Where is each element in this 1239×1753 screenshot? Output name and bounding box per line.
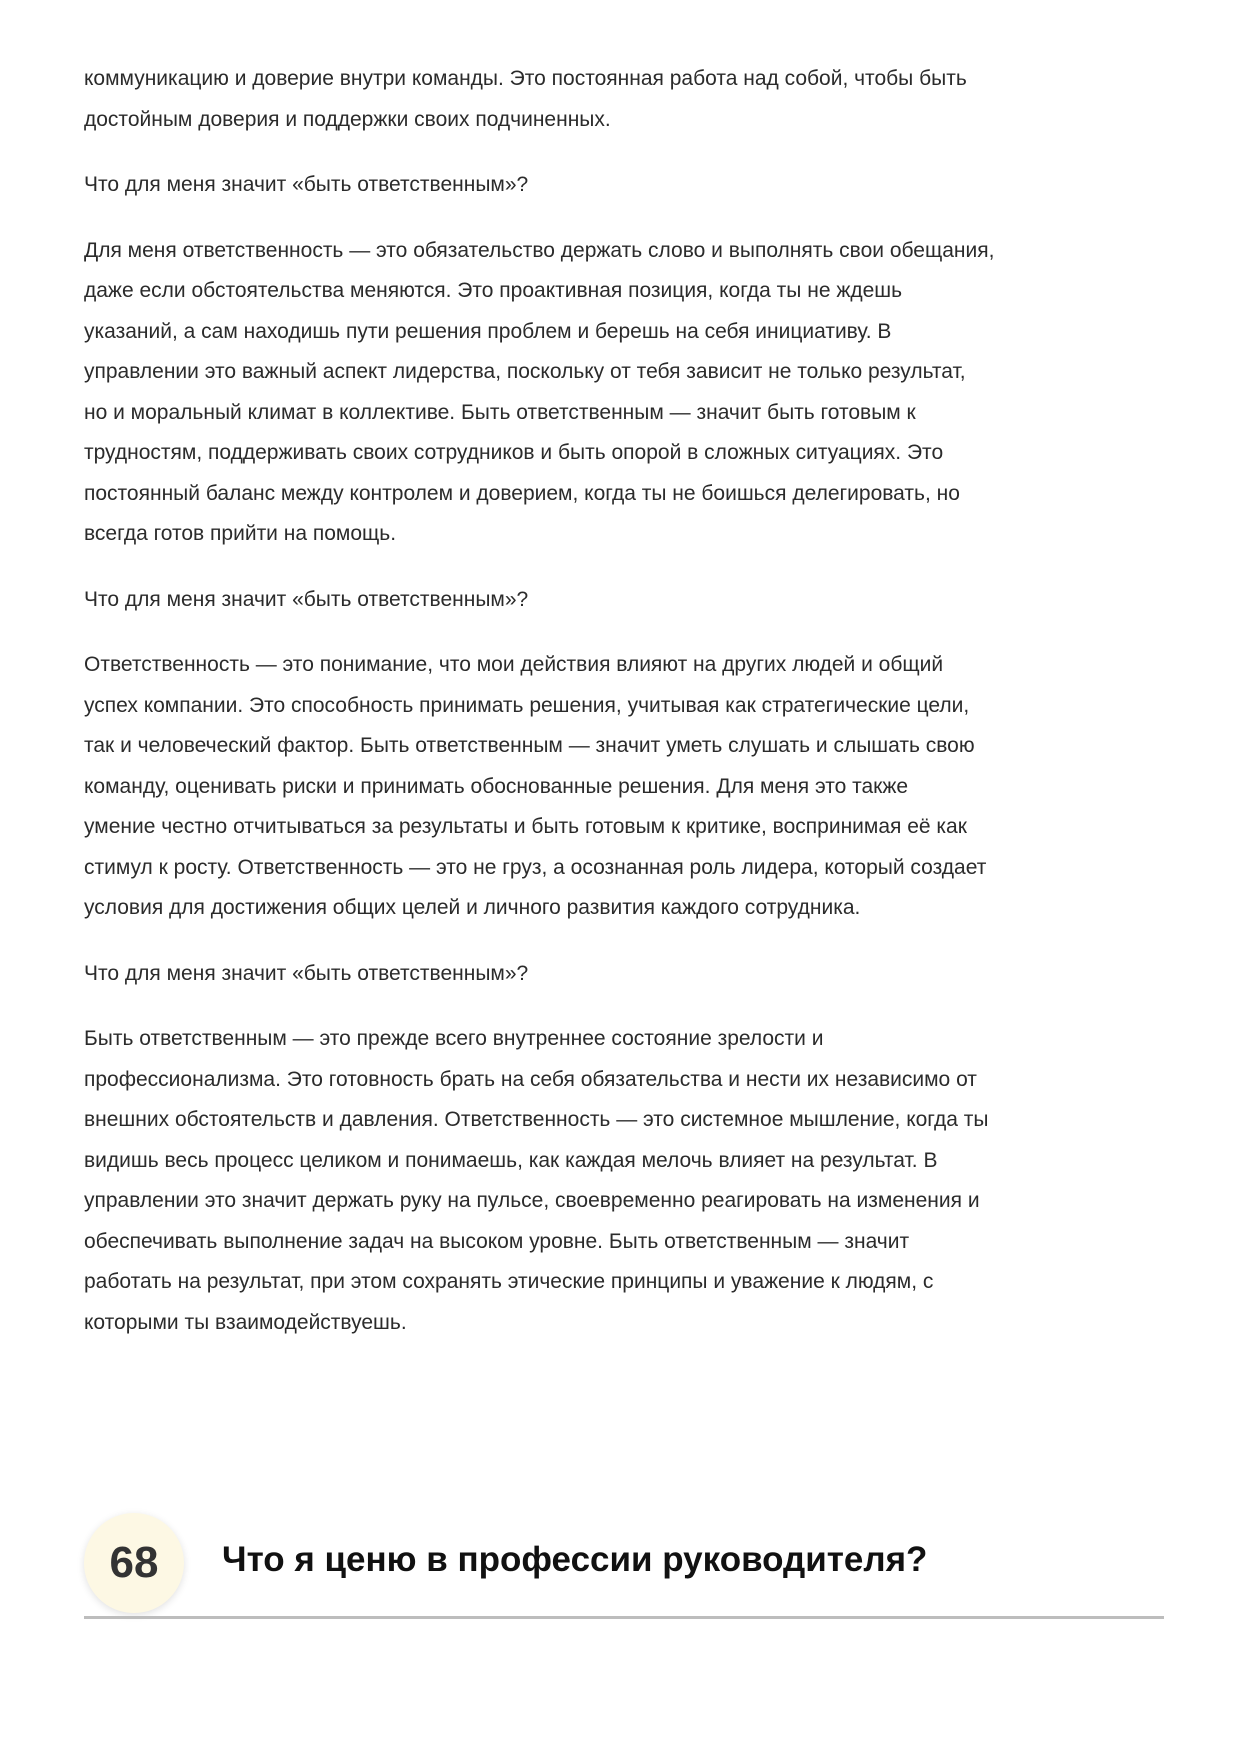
text-line: но и моральный климат в коллективе. Быть ответственным — значит быть готовым к	[84, 400, 916, 424]
section-number-badge: 68	[84, 1513, 184, 1613]
text-line: постоянный баланс между контролем и доверием, когда ты не боишься делегировать, но	[84, 481, 960, 505]
section-divider	[84, 1616, 1164, 1619]
question-paragraph	[84, 954, 1174, 995]
text-line: Что для меня значит «быть ответственным»?	[84, 961, 529, 985]
text-paragraph	[84, 231, 1174, 555]
text-line: умение честно отчитываться за результаты и быть готовым к критике, воспринимая её как	[84, 815, 967, 838]
text-paragraph	[84, 59, 1174, 140]
text-line: указаний, а сам находишь пути решения проблем и берешь на себя инициативу. В	[84, 319, 892, 343]
text-paragraph	[84, 1019, 1174, 1343]
text-line: Быть ответственным — это прежде всего внутреннее состояние зрелости и	[84, 1027, 824, 1050]
text-line: достойным доверия и поддержки своих подчиненных.	[84, 107, 611, 131]
text-line: профессионализма. Это готовность брать на себя обязательства и нести их независимо от	[84, 1067, 977, 1091]
section-title: Что я ценю в профессии руководителя?	[222, 1540, 928, 1579]
text-line: даже если обстоятельства меняются. Это проактивная позиция, когда ты не ждешь	[84, 279, 903, 302]
text-line: условия для достижения общих целей и личного развития каждого сотрудника.	[84, 896, 861, 919]
text-line: команду, оценивать риски и принимать обоснованные решения. Для меня это также	[84, 774, 909, 798]
question-paragraph	[84, 165, 1174, 206]
text-line: обеспечивать выполнение задач на высоком уровне. Быть ответственным — значит	[84, 1229, 910, 1253]
question-paragraph	[84, 580, 1174, 621]
text-line: трудностям, поддерживать своих сотрудников и быть опорой в сложных ситуациях. Это	[84, 441, 944, 464]
text-line: успех компании. Это способность принимать решения, учитывая как стратегические цели,	[84, 693, 970, 717]
document-body	[84, 59, 1174, 1368]
text-line: управлении это важный аспект лидерства, поскольку от тебя зависит не только результат,	[84, 360, 966, 383]
section-header	[84, 1510, 1164, 1620]
text-line: управлении это значит держать руку на пульсе, своевременно реагировать на изменения и	[84, 1189, 980, 1212]
text-line: внешних обстоятельств и давления. Ответственность — это системное мышление, когда ты	[84, 1108, 989, 1131]
text-line: работать на результат, при этом сохранять этические принципы и уважение к людям, с	[84, 1270, 934, 1293]
text-line: Что для меня значит «быть ответственным»?	[84, 587, 529, 611]
text-line: Для меня ответственность — это обязательство держать слово и выполнять свои обещания,	[84, 238, 995, 262]
text-line: так и человеческий фактор. Быть ответственным — значит уметь слушать и слышать свою	[84, 734, 975, 757]
text-line: коммуникацию и доверие внутри команды. Это постоянная работа над собой, чтобы быть	[84, 67, 967, 90]
text-line: Ответственность — это понимание, что мои действия влияют на других людей и общий	[84, 653, 944, 676]
text-line: которыми ты взаимодействуешь.	[84, 1310, 407, 1334]
text-paragraph	[84, 645, 1174, 929]
text-line: всегда готов прийти на помощь.	[84, 522, 397, 545]
text-line: стимул к росту. Ответственность — это не груз, а осознанная роль лидера, который создает	[84, 855, 987, 879]
text-line: видишь весь процесс целиком и понимаешь, как каждая мелочь влияет на результат. В	[84, 1148, 938, 1172]
text-line: Что для меня значит «быть ответственным»?	[84, 173, 529, 196]
